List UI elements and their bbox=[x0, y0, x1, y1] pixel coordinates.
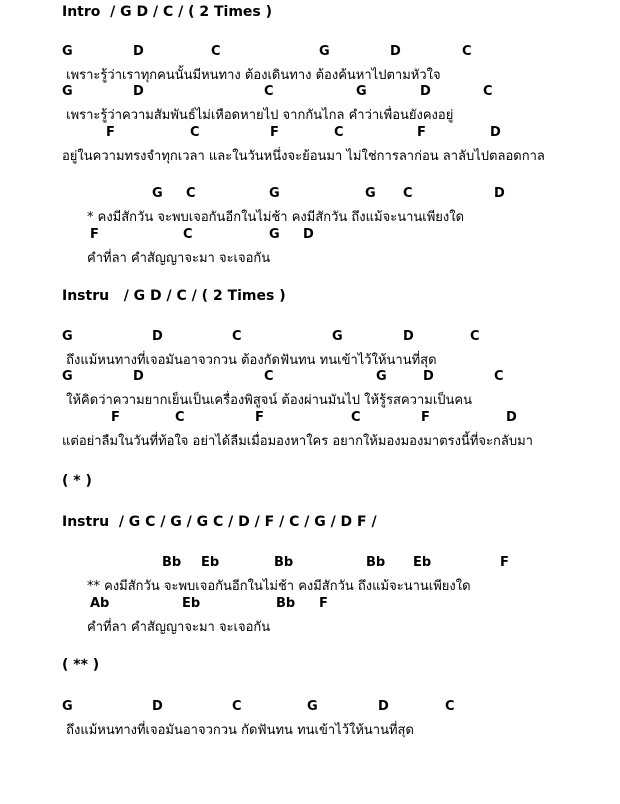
chord: F bbox=[319, 596, 328, 611]
chord: D bbox=[152, 329, 163, 344]
chord: C bbox=[211, 44, 221, 59]
chord: F bbox=[90, 227, 99, 242]
chord: C bbox=[334, 125, 344, 140]
chord: C bbox=[264, 84, 274, 99]
chord: G bbox=[307, 699, 318, 714]
chord: C bbox=[264, 369, 274, 384]
chord: F bbox=[270, 125, 279, 140]
chord: D bbox=[494, 186, 505, 201]
chord: D bbox=[378, 699, 389, 714]
chord: D bbox=[420, 84, 431, 99]
repeat-marker: ( * ) bbox=[62, 473, 92, 489]
chord: F bbox=[106, 125, 115, 140]
chord: C bbox=[175, 410, 185, 425]
chord: C bbox=[494, 369, 504, 384]
chord: Bb bbox=[274, 555, 294, 570]
chord: G bbox=[356, 84, 367, 99]
chord: G bbox=[62, 699, 73, 714]
chord: F bbox=[500, 555, 509, 570]
lyric-line: อยู่ในความทรงจำทุกเวลา และในวันหนึ่งจะย้อนมา ไม่ใช่การลาก่อน ลาลับไปตลอดกาล bbox=[62, 149, 545, 164]
chord: D bbox=[423, 369, 434, 384]
lyric-line: ** คงมีสักวัน จะพบเจอกันอีกในไม่ช้า คงมีสักวัน ถึงแม้จะนานเพียงใด bbox=[87, 579, 471, 594]
chord: F bbox=[421, 410, 430, 425]
chord: C bbox=[470, 329, 480, 344]
lyric-line: ให้คิดว่าความยากเย็นเป็นเครื่องพิสูจน์ ต้องผ่านมันไป ให้รู้รสความเป็นคน bbox=[62, 393, 473, 408]
lyric-line: เพราะรู้ว่าความสัมพันธ์ไม่เหือดหายไป จากกันไกล คำว่าเพื่อนยังคงอยู่ bbox=[62, 108, 454, 123]
chord: G bbox=[62, 44, 73, 59]
chord: F bbox=[417, 125, 426, 140]
chord: G bbox=[376, 369, 387, 384]
chord: G bbox=[332, 329, 343, 344]
chord: F bbox=[255, 410, 264, 425]
chord: G bbox=[269, 186, 280, 201]
chord: D bbox=[390, 44, 401, 59]
chord: D bbox=[133, 44, 144, 59]
chord: Ab bbox=[90, 596, 110, 611]
chord: Eb bbox=[201, 555, 220, 570]
chord: D bbox=[152, 699, 163, 714]
chord: Bb bbox=[162, 555, 182, 570]
chord: C bbox=[351, 410, 361, 425]
lyric-line: ถึงแม้หนทางที่เจอมันอาจวกวน ต้องกัดฟันทน ทนเข้าไว้ให้นานที่สุด bbox=[62, 353, 437, 368]
chord: C bbox=[483, 84, 493, 99]
chord: C bbox=[186, 186, 196, 201]
lyric-line: ถึงแม้หนทางที่เจอมันอาจวกวน กัดฟันทน ทนเข้าไว้ให้นานที่สุด bbox=[62, 723, 414, 738]
lyric-line: * คงมีสักวัน จะพบเจอกันอีกในไม่ช้า คงมีสักวัน ถึงแม้จะนานเพียงใด bbox=[87, 210, 465, 225]
chord: G bbox=[365, 186, 376, 201]
repeat-marker: ( ** ) bbox=[62, 657, 100, 673]
chord: C bbox=[232, 329, 242, 344]
instru-header: Instru / G D / C / ( 2 Times ) bbox=[62, 288, 286, 304]
chord: G bbox=[152, 186, 163, 201]
chord: C bbox=[232, 699, 242, 714]
chord: G bbox=[319, 44, 330, 59]
chord: D bbox=[506, 410, 517, 425]
chord: D bbox=[490, 125, 501, 140]
chord: Bb bbox=[366, 555, 386, 570]
instru-header: Instru / G C / G / G C / D / F / C / G / D F / bbox=[62, 514, 377, 530]
chord: G bbox=[269, 227, 280, 242]
chord: Eb bbox=[182, 596, 201, 611]
chord: D bbox=[133, 369, 144, 384]
lyric-line: เพราะรู้ว่าเราทุกคนนั้นมีหนทาง ต้องเดินทาง ต้องค้นหาไปตามหัวใจ bbox=[62, 68, 441, 83]
chord: D bbox=[303, 227, 314, 242]
chord: D bbox=[133, 84, 144, 99]
chord: Eb bbox=[413, 555, 432, 570]
chord: F bbox=[111, 410, 120, 425]
lyric-line: คำที่ลา คำสัญญาจะมา จะเจอกัน bbox=[87, 620, 271, 635]
chord: C bbox=[190, 125, 200, 140]
chord: G bbox=[62, 84, 73, 99]
intro-header: Intro / G D / C / ( 2 Times ) bbox=[62, 4, 273, 20]
chord: C bbox=[183, 227, 193, 242]
chord: C bbox=[403, 186, 413, 201]
chord: D bbox=[403, 329, 414, 344]
chord: C bbox=[462, 44, 472, 59]
lyric-line: แต่อย่าลืมในวันที่ท้อใจ อย่าได้ลืมเมื่อมองหาใคร อยากให้มองมองมาตรงนี้ที่จะกลับมา bbox=[62, 434, 533, 449]
chord: G bbox=[62, 329, 73, 344]
lyric-line: คำที่ลา คำสัญญาจะมา จะเจอกัน bbox=[87, 251, 271, 266]
chord: Bb bbox=[276, 596, 296, 611]
chord: C bbox=[445, 699, 455, 714]
chord: G bbox=[62, 369, 73, 384]
